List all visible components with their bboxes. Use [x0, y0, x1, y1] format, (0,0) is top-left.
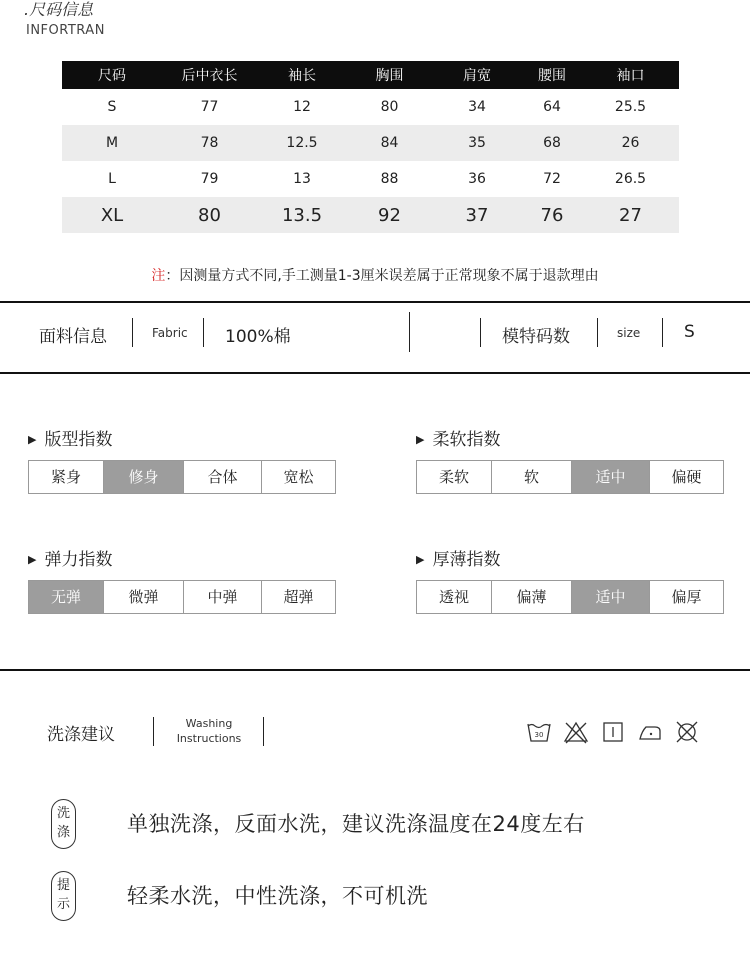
no-tumble-dry-icon — [674, 720, 700, 744]
triangle-icon: ▶ — [416, 433, 425, 446]
fabric-label-en: Fabric — [152, 326, 188, 340]
thickness-index-scale — [416, 580, 724, 614]
table-cell: 12.5 — [286, 135, 318, 151]
wash-tip-tag — [51, 799, 76, 849]
softness-index-title — [416, 425, 500, 450]
table-cell: 76 — [540, 204, 564, 226]
table-cell: 25.5 — [614, 99, 647, 115]
fit-index-title — [28, 425, 112, 450]
table-row — [62, 89, 679, 125]
section-title-cn: .尺码信息 — [24, 0, 94, 19]
table-cell: 36 — [468, 171, 486, 187]
table-header-cell: 袖口 — [616, 68, 645, 84]
table-cell: 80 — [380, 99, 399, 115]
stretch-index-title — [28, 545, 112, 570]
table-header-cell: 尺码 — [98, 68, 126, 84]
line-dry-icon — [600, 720, 626, 744]
divider — [0, 669, 750, 671]
thickness-index-label: 厚薄指数 — [432, 550, 501, 570]
table-cell: XL — [100, 204, 124, 226]
separator — [409, 312, 410, 352]
table-header-cell: 腰围 — [538, 68, 566, 84]
table-row — [62, 197, 679, 233]
stretch-index-scale — [28, 580, 336, 614]
table-cell: 37 — [465, 204, 489, 226]
tag-char: 洗 — [56, 806, 70, 821]
table-cell: 64 — [543, 99, 561, 115]
table-cell: M — [105, 135, 119, 151]
model-size-label: 模特码数 — [502, 327, 570, 347]
table-cell: 27 — [619, 204, 642, 226]
stretch-option: 中弹 — [184, 581, 262, 613]
model-size-value: S — [684, 322, 695, 342]
note-text: ：因测量方式不同,手工测量1-3厘米误差属于正常现象不属于退款理由 — [165, 268, 599, 284]
wash-temp-label: 30 — [534, 731, 544, 739]
table-row — [62, 161, 679, 197]
wash-30-icon — [526, 720, 552, 744]
thickness-option: 偏厚 — [650, 581, 723, 613]
softness-option-selected: 适中 — [572, 461, 650, 493]
table-cell: 77 — [200, 99, 219, 115]
stretch-index-label: 弹力指数 — [44, 550, 113, 570]
table-cell: 34 — [468, 99, 486, 115]
table-cell: 68 — [543, 135, 561, 151]
thickness-option: 透视 — [417, 581, 492, 613]
fit-option: 合体 — [184, 461, 262, 493]
separator — [203, 318, 204, 347]
washing-en-line: Washing — [185, 717, 233, 730]
table-cell: 35 — [468, 135, 486, 151]
washing-title: 洗涤建议 — [47, 725, 115, 745]
table-header-cell: 袖长 — [288, 68, 316, 84]
washing-title-en — [170, 716, 248, 746]
care-icons — [526, 720, 700, 744]
table-row — [62, 125, 679, 161]
fabric-value: 100%棉 — [225, 327, 291, 347]
wash-tip-text: 单独洗涤，反面水洗，建议洗涤温度在24度左右 — [127, 812, 585, 836]
table-cell: 26 — [621, 135, 640, 151]
table-header-cell: 后中衣长 — [181, 68, 238, 84]
size-table — [62, 61, 679, 233]
triangle-icon: ▶ — [28, 433, 37, 446]
stretch-option-selected: 无弹 — [29, 581, 104, 613]
table-cell: 13.5 — [281, 204, 323, 226]
table-header-cell: 胸围 — [375, 68, 404, 84]
stretch-option: 微弹 — [104, 581, 184, 613]
table-cell: 72 — [543, 171, 561, 187]
triangle-icon: ▶ — [28, 553, 37, 566]
table-cell: 79 — [200, 171, 219, 187]
softness-option: 柔软 — [417, 461, 492, 493]
softness-index-scale — [416, 460, 724, 494]
tag-char: 涤 — [56, 825, 70, 840]
fit-index-label: 版型指数 — [44, 430, 113, 450]
note-prefix: 注 — [151, 268, 166, 284]
stretch-option: 超弹 — [262, 581, 335, 613]
iron-low-icon — [637, 720, 663, 744]
washing-en-line: Instructions — [176, 732, 242, 745]
separator — [263, 717, 264, 746]
triangle-icon: ▶ — [416, 553, 425, 566]
measurement-note — [0, 265, 750, 285]
notice-tag — [51, 871, 76, 921]
table-cell: 84 — [380, 135, 399, 151]
table-header-row — [62, 61, 679, 89]
model-size-label-en: size — [617, 326, 641, 340]
table-cell: 80 — [198, 204, 221, 226]
fit-option: 紧身 — [29, 461, 104, 493]
fit-option: 宽松 — [262, 461, 335, 493]
tag-char: 示 — [56, 897, 70, 912]
separator — [597, 318, 598, 347]
separator — [662, 318, 663, 347]
thickness-option: 偏薄 — [492, 581, 572, 613]
softness-index-label: 柔软指数 — [432, 430, 501, 450]
table-cell: 88 — [380, 171, 399, 187]
tag-char: 提 — [56, 878, 70, 893]
separator — [480, 318, 481, 347]
table-cell: 92 — [378, 204, 401, 226]
softness-option: 偏硬 — [650, 461, 723, 493]
divider — [0, 372, 750, 374]
fit-option-selected: 修身 — [104, 461, 184, 493]
table-header-cell: 肩宽 — [463, 68, 491, 84]
notice-text: 轻柔水洗，中性洗涤，不可机洗 — [127, 884, 428, 908]
table-cell: S — [107, 99, 117, 115]
fit-index-scale — [28, 460, 336, 494]
softness-option: 软 — [492, 461, 572, 493]
thickness-option-selected: 适中 — [572, 581, 650, 613]
section-title-en: INFORTRAN — [26, 23, 105, 38]
table-cell: 13 — [293, 171, 311, 187]
table-cell: 12 — [293, 99, 311, 115]
table-cell: 78 — [200, 135, 219, 151]
fabric-label: 面料信息 — [39, 327, 107, 347]
no-bleach-icon — [563, 720, 589, 744]
divider — [0, 301, 750, 303]
separator — [132, 318, 133, 347]
table-cell: 26.5 — [614, 171, 647, 187]
thickness-index-title — [416, 545, 500, 570]
separator — [153, 717, 154, 746]
table-cell: L — [108, 171, 116, 187]
